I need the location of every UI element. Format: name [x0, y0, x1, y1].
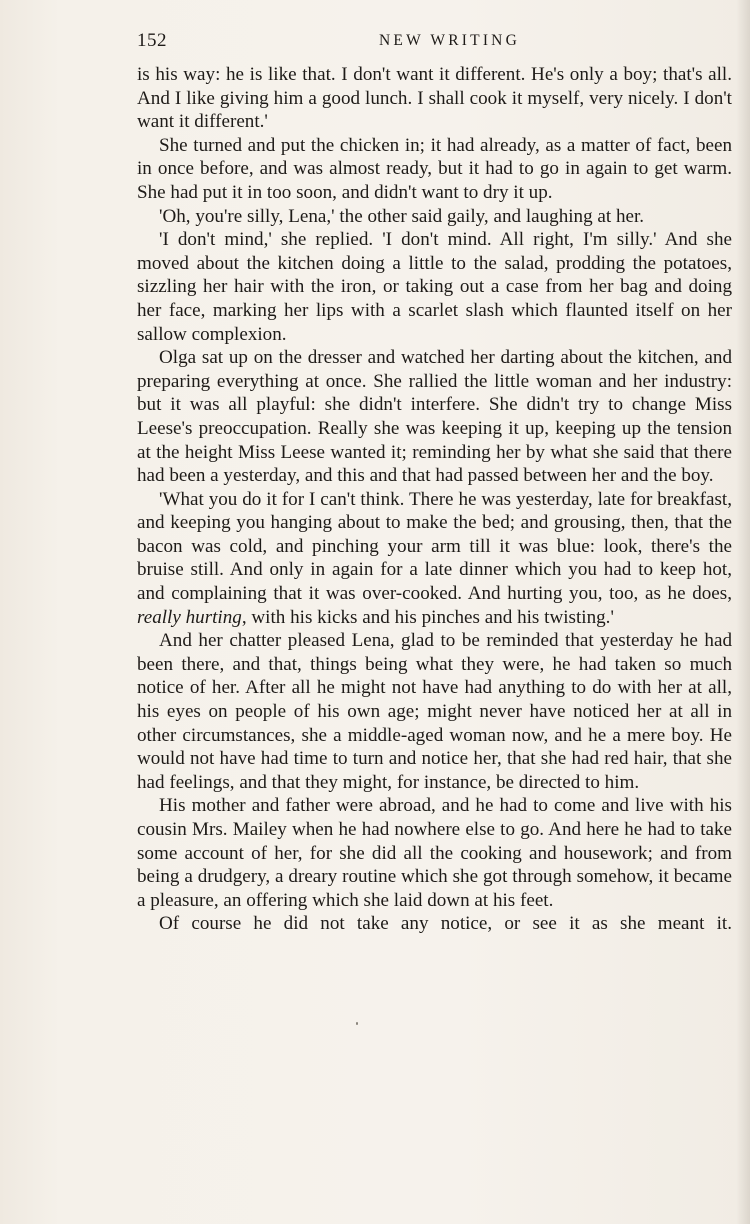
text-run: is his way: he is like that. I don't want it different. He's only a boy; that's all. And I like giving him a good lunch. I shall cook it myself, very nicely. I don't want it different.': [137, 64, 732, 133]
running-head: [137, 30, 732, 56]
paragraph: [137, 629, 732, 794]
body-text: [137, 63, 732, 936]
paragraph: [137, 794, 732, 912]
text-run: Olga sat up on the dresser and watched her darting about the kitchen, and preparing everything at once. She rallied the little woman and her industry: but it was all playful: she didn't interfere. She didn't try to change Miss Leese's preoccupation. Really she was keeping it up, keeping up the tension at the height Miss Leese wanted it; reminding her by what she said that there had been a yesterday, and this and that had passed between her and the boy.: [137, 347, 732, 487]
text-run: And her chatter pleased Lena, glad to be reminded that yesterday he had been there, and that, things being what they were, he had taken so much notice of her. After all he might not have had anything to do with her at all, his eyes on people of his own age; might never have noticed her at all in other circumstances, she a middle-aged woman now, and he a mere boy. He would not have had time to turn and notice her, that she had red hair, that she had feelings, and that they might, for instance, be directed to him.: [137, 630, 732, 793]
page-number: 152: [137, 30, 167, 51]
page-edge-shadow: [736, 0, 750, 1224]
paragraph: [137, 912, 732, 936]
text-run: Of course he did not take any notice, or see it as she meant it.: [159, 913, 732, 935]
italic-phrase: really hurting: [137, 606, 242, 628]
paragraph: [137, 63, 732, 134]
text-run: 'I don't mind,' she replied. 'I don't mind. All right, I'm silly.' And she moved about the kitchen doing a little to the salad, prodding the potatoes, sizzling her hair with the iron, or taking out a case from her bag and doing her face, marking her lips with a scarlet slash which flaunted itself on her sallow complexion.: [137, 229, 732, 345]
paragraph: [137, 488, 732, 630]
running-title: NEW WRITING: [379, 32, 520, 49]
text-run: She turned and put the chicken in; it had already, as a matter of fact, been in once before, and was almost ready, but it had to go in again to get warm. She had put it in too soon, and didn't want to dry it up.: [137, 134, 732, 203]
text-run: 'Oh, you're silly, Lena,' the other said gaily, and laughing at her.: [159, 205, 645, 227]
text-run: His mother and father were abroad, and he had to come and live with his cousin Mrs. Mailey when he had nowhere else to go. And here he had to take some account of her, for she did all the cooking and housework; and from being a drudgery, a dreary routine which she got through somehow, it became a pleasure, an offering which she laid down at his feet.: [137, 795, 732, 911]
paragraph: [137, 205, 732, 229]
paragraph: [137, 134, 732, 205]
text-run: 'What you do it for I can't think. There he was yesterday, late for breakfast, and keeping you hanging about to make the bed; and grousing, then, that the bacon was cold, and pinching your arm till it was blue: look, there's the bruise still. And only in again for a late dinner which you had to keep hot, and complaining that it was over-cooked. And hurting you, too, as he does,: [137, 488, 732, 605]
paragraph: [137, 346, 732, 488]
text-run: , with his kicks and his pinches and his twisting.': [241, 606, 614, 628]
paragraph: [137, 228, 732, 346]
paper-speck: [356, 1022, 358, 1025]
